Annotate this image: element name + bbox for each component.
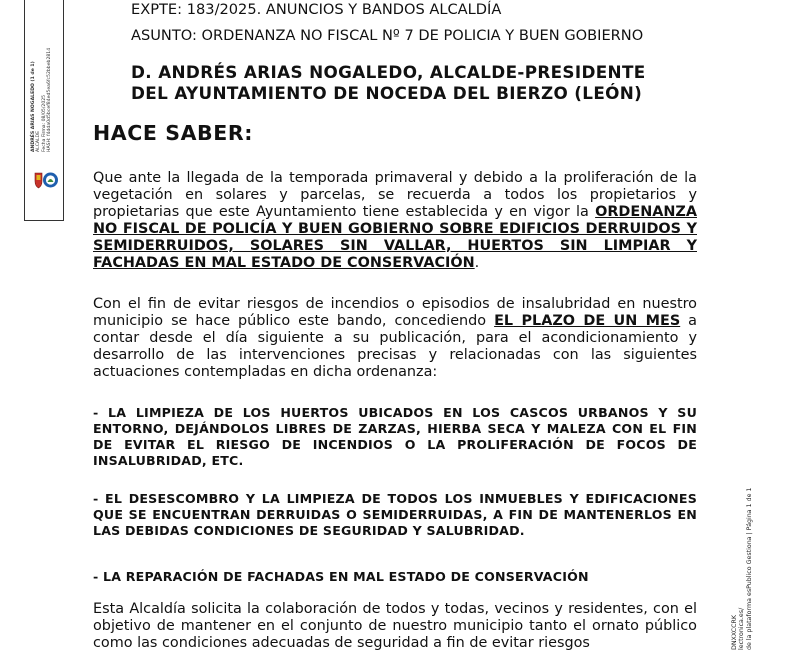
verification-code: DNXXCCRK [731,614,738,650]
municipal-seal-icon [33,170,59,190]
paragraph-3: Esta Alcaldía solicita la colaboración de todos y todas, vecinos y residentes, con el objetivo de mantener en el conjunto de nuestro municipio tanto el ornato público como las condiciones adecuadas de seguridad a fin de evitar riesgos [93,601,697,650]
signer-name: ANDRÉS ARIAS NOGALEDO (1 de 1) [31,61,36,152]
signature-hash: HASH: f4dda0d5bcef84ed5ea6fc52bbeb2814 [47,47,53,152]
hace-saber-heading: HACE SABER: [93,121,254,145]
bullet-item: - LA REPARACIÓN DE FACHADAS EN MAL ESTADO DE CONSERVACIÓN [93,569,589,584]
deadline-text: EL PLAZO DE UN MES [494,312,681,329]
verification-platform: de la plataforma esPublico Gestiona | Página 1 de 1 [745,487,753,650]
expediente-line: EXPTE: 183/2025. ANUNCIOS Y BANDOS ALCALDÍA [131,1,502,18]
verification-text [731,460,759,650]
mayor-title-line2: DEL AYUNTAMIENTO DE NOCEDA DEL BIERZO (LEÓN) [131,83,643,103]
bullet-item: - LA LIMPIEZA DE LOS HUERTOS UBICADOS EN LOS CASCOS URBANOS Y SU ENTORNO, DEJÁNDOLOS LIBRES DE ZARZAS, HIERBA SECA Y MALEZA CON EL FIN DE EVITAR EL RIESGO DE INCENDIOS O LA PROLIFERACIÓN DE FOCOS DE INSALUBRIDAD, ETC. [93,405,697,469]
signature-text [31,2,61,152]
paragraph-1-text: Que ante la llegada de la temporada primaveral y debido a la proliferación de la vegetación en solares y parcelas, se recuerda a todos los propietarios y propietarias que este Ayuntamiento tiene establecida y en vigor la [93,170,697,220]
signer-role: ALCALDE [36,130,42,152]
mayor-title [131,62,646,104]
mayor-title-line1: D. ANDRÉS ARIAS NOGALEDO, ALCALDE-PRESIDENTE [131,62,646,82]
signature-date: Fecha Firma: 08/05/2025 [41,94,47,152]
paragraph-2-end: a contar desde el día siguiente a su publicación, para el acondicionamiento y desarrollo de las intervenciones precisas y relacionadas con las siguientes actuaciones contempladas en dicha ordenanza: [93,312,697,380]
paragraph-2 [93,296,697,381]
paragraph-2-text: Con el fin de evitar riesgos de incendios o episodios de insalubridad en nuestro municipio se hace público este bando, concediendo [93,296,697,329]
paragraph-1-end: . [474,254,480,271]
ordinance-name: ORDENANZA NO FISCAL DE POLICÍA Y BUEN GOBIERNO SOBRE EDIFICIOS DERRUIDOS Y SEMIDERRUIDOS, SOLARES SIN VALLAR, HUERTOS SIN LIMPIAR Y FACHADAS EN MAL ESTADO DE CONSERVACIÓN [93,203,697,271]
bullet-item: - EL DESESCOMBRO Y LA LIMPIEZA DE TODOS LOS INMUEBLES Y EDIFICACIONES QUE SE ENCUENTRAN DERRUIDAS O SEMIDERRUIDAS, A FIN DE MANTENERLOS EN LAS DEBIDAS CONDICIONES DE SEGURIDAD Y SALUBRIDAD. [93,491,697,539]
asunto-line: ASUNTO: ORDENANZA NO FISCAL Nº 7 DE POLICIA Y BUEN GOBIERNO [131,27,644,44]
paragraph-1 [93,170,697,271]
signature-strip [24,0,64,221]
verification-site: lectronica.es/ [738,607,746,650]
